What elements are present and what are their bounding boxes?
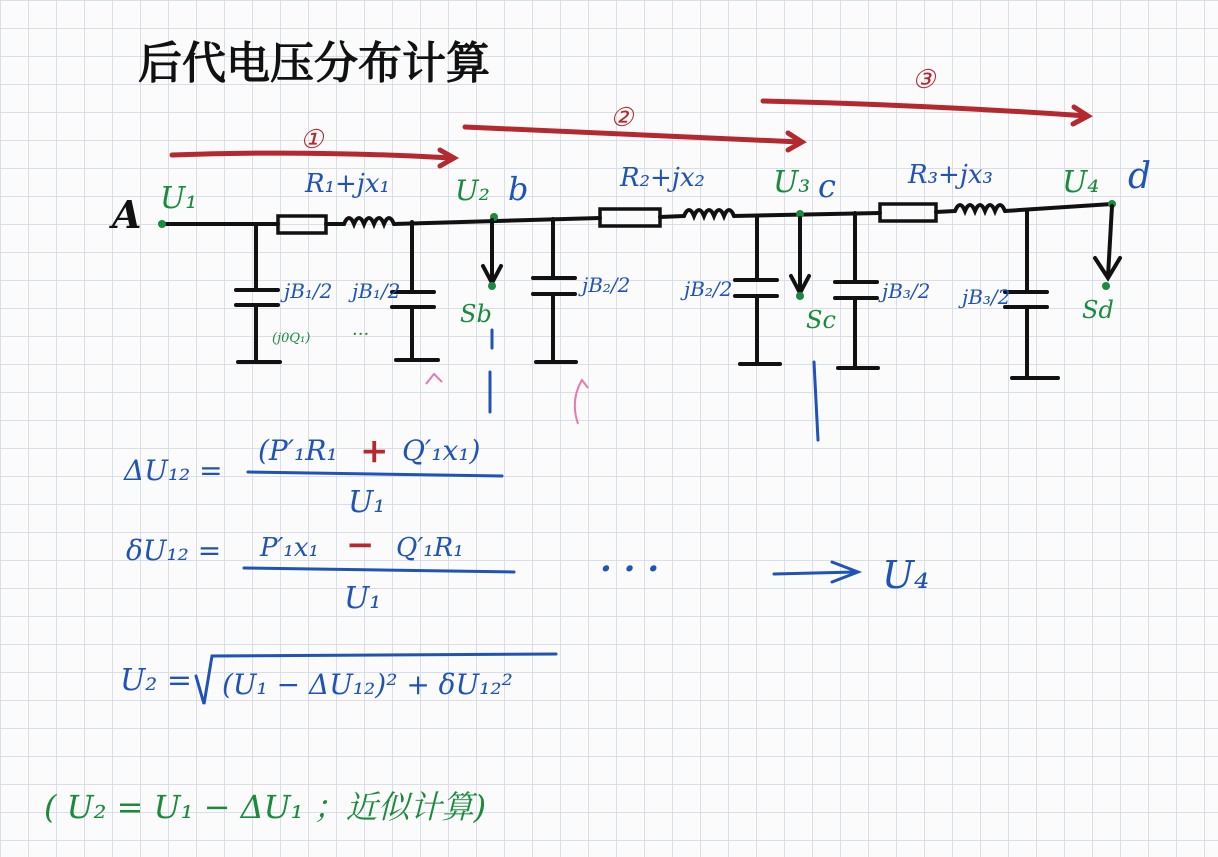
- pink-caret-mark: [426, 374, 442, 384]
- shunt-dots: ···: [352, 324, 370, 345]
- continuation: [600, 549, 929, 597]
- small-delta-u-lhs: δU₁₂ =: [126, 534, 222, 567]
- formula-delta-u: [123, 431, 502, 520]
- delta-u-op: +: [360, 431, 389, 471]
- node-label-a: A: [112, 192, 142, 237]
- shunt-capacitor-3-right: [1005, 210, 1058, 378]
- shunt-label-3-right: jB₃/2: [962, 285, 1011, 309]
- node-label-d: d: [1128, 156, 1152, 197]
- small-delta-u-den: U₁: [344, 581, 382, 616]
- continuation-target: U₄: [882, 553, 930, 597]
- shunt-capacitor-2-right: [735, 216, 780, 364]
- delta-u-num-b: Q′₁x₁): [402, 434, 481, 467]
- approximation-note: ( U₂ = U₁ − ΔU₁ ；近似计算): [44, 788, 487, 826]
- delta-u-lhs: ΔU₁₂ =: [124, 454, 223, 487]
- shunt-capacitor-3-left: [835, 213, 878, 368]
- segment-label-3: ③: [912, 65, 936, 95]
- page-title: 后代电压分布计算: [138, 38, 490, 89]
- segment-arrow-1: [172, 125, 454, 166]
- node-label-u2: U₂: [455, 174, 490, 207]
- shunt-label-2-right: jB₂/2: [684, 277, 733, 301]
- formula-small-delta-u: [126, 525, 514, 616]
- shunt-label-1-right: jB₁/2: [352, 279, 401, 303]
- load-label-sc: Sc: [806, 306, 836, 334]
- load-label-sb: Sb: [460, 300, 492, 328]
- segment-arrow-3: [763, 65, 1088, 124]
- shunt-label-2-left: jB₂/2: [582, 273, 631, 297]
- load-label-sd: Sd: [1082, 296, 1114, 324]
- continuation-dots: · · ·: [600, 549, 660, 589]
- impedance-label-1: R₁+jx₁: [305, 169, 390, 199]
- shunt-note-1-left: (j0Q₁): [272, 331, 311, 346]
- shunt-capacitor-2-left: [533, 219, 576, 362]
- formula-u2: [120, 654, 556, 704]
- u2-lhs: U₂ =: [120, 663, 192, 698]
- segment-label-1: ①: [300, 125, 324, 155]
- pink-curl-mark: [575, 380, 588, 424]
- transmission-line: [162, 204, 1112, 233]
- small-delta-u-num-b: Q′₁R₁: [396, 533, 464, 563]
- node-label-u4: U₄: [1062, 165, 1100, 200]
- node-label-u1: U₁: [160, 181, 198, 216]
- small-delta-u-num-a: P′₁x₁: [260, 533, 319, 563]
- impedance-label-3: R₃+jx₃: [908, 160, 993, 190]
- node-dot-u1: [158, 220, 166, 228]
- impedance-label-2: R₂+jx₂: [620, 163, 705, 193]
- shunt-label-1-left: jB₁/2: [284, 279, 333, 303]
- segment-label-2: ②: [610, 103, 634, 133]
- u2-rhs: (U₁ − ΔU₁₂)² + δU₁₂²: [222, 668, 513, 701]
- delta-u-num-a: (P′₁R₁: [258, 434, 338, 467]
- node-label-b: b: [508, 170, 529, 208]
- segment-arrow-2: [465, 103, 802, 150]
- node-label-u3: U₃: [773, 165, 811, 200]
- shunt-label-3-left: jB₃/2: [882, 279, 931, 303]
- node-label-c: c: [818, 167, 836, 205]
- small-delta-u-op: −: [346, 525, 375, 565]
- delta-u-den: U₁: [348, 485, 386, 520]
- load-arrow-d: [1095, 206, 1120, 290]
